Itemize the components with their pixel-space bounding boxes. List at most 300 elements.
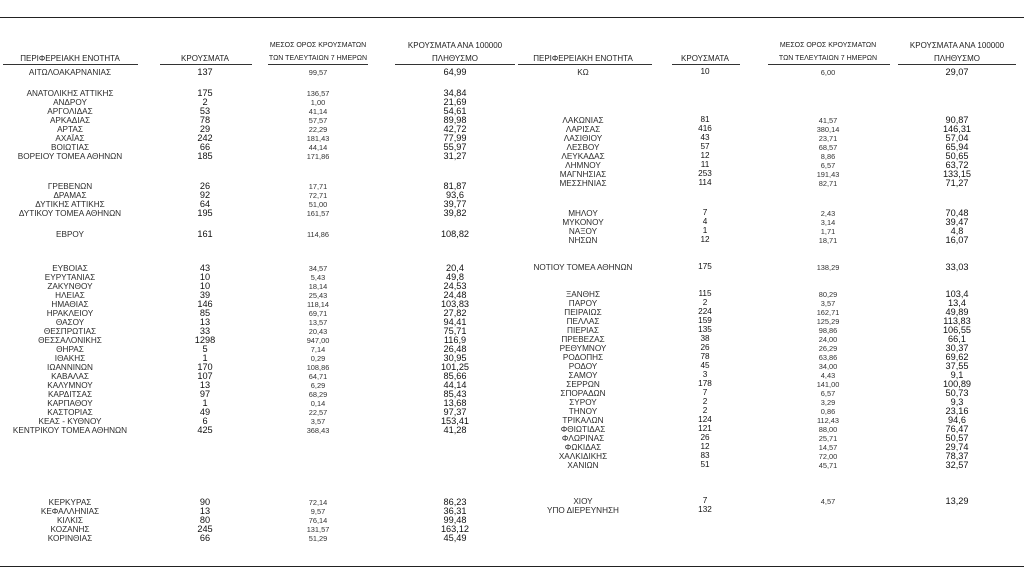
region-name: ΑΝΑΤΟΛΙΚΗΣ ΑΤΤΙΚΗΣ <box>26 88 114 98</box>
rate-per-100000: 94,41 <box>443 317 467 327</box>
region-name: ΧΑΛΚΙΔΙΚΗΣ <box>558 451 608 461</box>
region-name: ΘΕΣΣΑΛΟΝΙΚΗΣ <box>38 335 102 345</box>
rate-per-100000: 146,31 <box>942 124 972 134</box>
region-name: ΜΥΚΟΝΟΥ <box>562 217 604 227</box>
cases-value: 43 <box>700 133 710 142</box>
cases-value: 64 <box>199 199 211 209</box>
region-name: ΡΕΘΥΜΝΟΥ <box>559 343 607 353</box>
region-name: ΝΑΞΟΥ <box>568 226 598 236</box>
header-underline <box>768 64 890 65</box>
cases-value: 195 <box>197 208 213 218</box>
cases-value: 159 <box>698 316 712 325</box>
cases-value: 78 <box>700 352 710 361</box>
header-cases: ΚΡΟΥΣΜΑΤΑ <box>181 54 229 63</box>
seven-day-average: 380,14 <box>816 124 840 134</box>
rate-per-100000: 93,6 <box>446 190 464 200</box>
rate-per-100000: 133,15 <box>942 169 972 179</box>
region-name: ΚΑΛΥΜΝΟΥ <box>47 380 93 390</box>
rate-per-100000: 57,04 <box>945 133 969 143</box>
seven-day-average: 45,71 <box>818 460 838 470</box>
region-name: ΚΟΡΙΝΘΙΑΣ <box>47 533 93 543</box>
seven-day-average: 41,57 <box>818 115 838 125</box>
region-name: ΚΟΖΑΝΗΣ <box>50 524 90 534</box>
cases-value: 146 <box>197 299 213 309</box>
cases-value: 5 <box>202 344 208 354</box>
seven-day-average: 162,71 <box>816 307 840 317</box>
region-name: ΜΕΣΣΗΝΙΑΣ <box>559 178 607 188</box>
region-name: ΒΟΡΕΙΟΥ ΤΟΜΕΑ ΑΘΗΝΩΝ <box>17 151 123 161</box>
region-name: ΑΝΔΡΟΥ <box>53 97 87 107</box>
cases-value: 170 <box>197 362 213 372</box>
cases-value: 78 <box>199 115 211 125</box>
cases-value: 26 <box>199 181 211 191</box>
cases-value: 1 <box>702 226 708 235</box>
region-name: ΡΟΔΟΠΗΣ <box>562 352 604 362</box>
rate-per-100000: 39,47 <box>945 217 969 227</box>
region-name: ΛΑΚΩΝΙΑΣ <box>562 115 604 125</box>
seven-day-average: 171,86 <box>306 151 330 161</box>
rate-per-100000: 50,73 <box>945 388 969 398</box>
rate-per-100000: 37,55 <box>945 361 969 371</box>
region-name: ΑΧΑΪΑΣ <box>55 133 85 143</box>
region-name: ΛΕΥΚΑΔΑΣ <box>561 151 605 161</box>
seven-day-average: 51,29 <box>308 533 328 543</box>
seven-day-average: 18,71 <box>818 235 838 245</box>
seven-day-average: 4,57 <box>820 496 836 506</box>
region-name: ΠΙΕΡΙΑΣ <box>567 325 599 335</box>
cases-value: 13 <box>199 380 211 390</box>
rate-per-100000: 42,72 <box>443 124 467 134</box>
rate-per-100000: 36,31 <box>443 506 467 516</box>
seven-day-average: 8,86 <box>820 151 836 161</box>
header-underline <box>268 64 368 65</box>
cases-value: 33 <box>199 326 211 336</box>
rate-per-100000: 50,65 <box>945 151 969 161</box>
region-name: ΔΡΑΜΑΣ <box>53 190 87 200</box>
region-name: ΦΛΩΡΙΝΑΣ <box>561 433 605 443</box>
cases-value: 57 <box>700 142 710 151</box>
cases-value: 66 <box>199 533 211 543</box>
cases-value: 2 <box>702 406 708 415</box>
rate-per-100000: 50,57 <box>945 433 969 443</box>
region-name: ΙΩΑΝΝΙΝΩΝ <box>47 362 93 372</box>
rate-per-100000: 85,66 <box>443 371 467 381</box>
region-name: ΔΥΤΙΚΗΣ ΑΤΤΙΚΗΣ <box>35 199 105 209</box>
seven-day-average: 5,43 <box>310 272 326 282</box>
rate-per-100000: 34,84 <box>443 88 467 98</box>
bottom-rule <box>0 566 1024 567</box>
region-name: ΑΙΤΩΛΟΑΚΑΡΝΑΝΙΑΣ <box>28 67 112 77</box>
seven-day-average: 3,14 <box>820 217 836 227</box>
cases-value: 43 <box>199 263 211 273</box>
cases-value: 178 <box>698 379 712 388</box>
cases-value: 51 <box>700 460 710 469</box>
region-name: ΣΑΜΟΥ <box>568 370 598 380</box>
cases-value: 13 <box>199 506 211 516</box>
region-name: ΒΟΙΩΤΙΑΣ <box>50 142 90 152</box>
region-name: ΚΕΡΚΥΡΑΣ <box>48 497 92 507</box>
seven-day-average: 23,71 <box>818 133 838 143</box>
cases-value: 12 <box>700 151 710 160</box>
rate-per-100000: 163,12 <box>440 524 470 534</box>
rate-per-100000: 65,94 <box>945 142 969 152</box>
rate-per-100000: 64,99 <box>443 67 467 77</box>
seven-day-average: 76,14 <box>308 515 328 525</box>
region-name: ΜΗΛΟΥ <box>568 208 598 218</box>
seven-day-average: 17,71 <box>308 181 328 191</box>
header-rate-line2: ΠΛΗΘΥΣΜΟ <box>431 54 479 63</box>
seven-day-average: 88,00 <box>818 424 838 434</box>
seven-day-average: 72,71 <box>308 190 328 200</box>
cases-value: 49 <box>199 407 211 417</box>
rate-per-100000: 49,89 <box>945 307 969 317</box>
cases-value: 224 <box>698 307 712 316</box>
region-name: ΣΕΡΡΩΝ <box>566 379 600 389</box>
seven-day-average: 68,57 <box>818 142 838 152</box>
header-avg-line1: ΜΕΣΟΣ ΟΡΟΣ ΚΡΟΥΣΜΑΤΩΝ <box>269 42 367 49</box>
cases-value: 416 <box>698 124 712 133</box>
header-underline <box>518 64 652 65</box>
seven-day-average: 4,43 <box>820 370 836 380</box>
cases-value: 29 <box>199 124 211 134</box>
cases-value: 7 <box>702 496 708 505</box>
region-name: ΚΙΛΚΙΣ <box>56 515 84 525</box>
seven-day-average: 1,00 <box>310 97 326 107</box>
region-name: ΑΡΚΑΔΙΑΣ <box>49 115 91 125</box>
rate-per-100000: 71,27 <box>945 178 969 188</box>
rate-per-100000: 4,8 <box>950 226 964 236</box>
region-name: ΞΑΝΘΗΣ <box>565 289 601 299</box>
cases-value: 26 <box>700 433 710 442</box>
cases-value: 185 <box>197 151 213 161</box>
cases-value: 1298 <box>194 335 216 345</box>
cases-value: 253 <box>698 169 712 178</box>
seven-day-average: 25,71 <box>818 433 838 443</box>
header-rate-line1: ΚΡΟΥΣΜΑΤΑ ΑΝΑ 100000 <box>909 41 1005 50</box>
cases-value: 4 <box>702 217 708 226</box>
seven-day-average: 44,14 <box>308 142 328 152</box>
region-name: ΖΑΚΥΝΘΟΥ <box>47 281 93 291</box>
seven-day-average: 161,57 <box>306 208 330 218</box>
region-name: ΠΡΕΒΕΖΑΣ <box>561 334 605 344</box>
region-name: ΥΠΟ ΔΙΕΡΕΥΝΗΣΗ <box>547 505 619 515</box>
seven-day-average: 125,29 <box>816 316 840 326</box>
cases-value: 7 <box>702 388 708 397</box>
seven-day-average: 34,00 <box>818 361 838 371</box>
region-name: ΤΡΙΚΑΛΩΝ <box>562 415 604 425</box>
seven-day-average: 108,86 <box>306 362 330 372</box>
rate-per-100000: 29,74 <box>945 442 969 452</box>
rate-per-100000: 24,48 <box>443 290 467 300</box>
seven-day-average: 99,57 <box>308 67 328 77</box>
seven-day-average: 0,86 <box>820 406 836 416</box>
seven-day-average: 57,57 <box>308 115 328 125</box>
header-region: ΠΕΡΙΦΕΡΕΙΑΚΗ ΕΝΟΤΗΤΑ <box>20 54 120 63</box>
rate-per-100000: 153,41 <box>440 416 470 426</box>
rate-per-100000: 101,25 <box>440 362 470 372</box>
region-name: ΚΑΒΑΛΑΣ <box>51 371 89 381</box>
cases-value: 161 <box>197 229 213 239</box>
seven-day-average: 2,43 <box>820 208 836 218</box>
cases-value: 1 <box>202 353 208 363</box>
seven-day-average: 80,29 <box>818 289 838 299</box>
region-name: ΣΥΡΟΥ <box>569 397 597 407</box>
cases-value: 132 <box>698 505 712 514</box>
rate-per-100000: 20,4 <box>446 263 464 273</box>
region-name: ΑΡΤΑΣ <box>57 124 83 134</box>
rate-per-100000: 70,48 <box>945 208 969 218</box>
seven-day-average: 141,00 <box>816 379 840 389</box>
header-underline <box>3 64 138 65</box>
region-name: ΚΩ <box>577 67 589 77</box>
cases-value: 97 <box>199 389 211 399</box>
cases-value: 3 <box>702 370 708 379</box>
cases-value: 11 <box>700 160 710 169</box>
cases-value: 85 <box>199 308 211 318</box>
top-rule <box>0 17 1024 18</box>
region-name: ΛΗΜΝΟΥ <box>565 160 601 170</box>
header-avg-line1: ΜΕΣΟΣ ΟΡΟΣ ΚΡΟΥΣΜΑΤΩΝ <box>779 42 877 49</box>
cases-value: 242 <box>197 133 213 143</box>
region-name: ΘΗΡΑΣ <box>56 344 84 354</box>
seven-day-average: 69,71 <box>308 308 328 318</box>
region-name: ΗΜΑΘΙΑΣ <box>51 299 89 309</box>
seven-day-average: 24,00 <box>818 334 838 344</box>
seven-day-average: 6,29 <box>310 380 326 390</box>
rate-per-100000: 89,98 <box>443 115 467 125</box>
region-name: ΚΑΡΔΙΤΣΑΣ <box>47 389 93 399</box>
cases-value: 2 <box>702 397 708 406</box>
region-name: ΦΩΚΙΔΑΣ <box>564 442 602 452</box>
rate-per-100000: 49,8 <box>446 272 464 282</box>
seven-day-average: 14,57 <box>818 442 838 452</box>
rate-per-100000: 76,47 <box>945 424 969 434</box>
header-avg-line2: ΤΩΝ ΤΕΛΕΥΤΑΙΩΝ 7 ΗΜΕΡΩΝ <box>268 55 368 62</box>
rate-per-100000: 39,82 <box>443 208 467 218</box>
rate-per-100000: 55,97 <box>443 142 467 152</box>
region-name: ΙΘΑΚΗΣ <box>54 353 86 363</box>
seven-day-average: 0,14 <box>310 398 326 408</box>
seven-day-average: 118,14 <box>306 299 330 309</box>
rate-per-100000: 86,23 <box>443 497 467 507</box>
seven-day-average: 72,00 <box>818 451 838 461</box>
header-avg-line2: ΤΩΝ ΤΕΛΕΥΤΑΙΩΝ 7 ΗΜΕΡΩΝ <box>778 55 878 62</box>
region-name: ΔΥΤΙΚΟΥ ΤΟΜΕΑ ΑΘΗΝΩΝ <box>18 208 122 218</box>
rate-per-100000: 13,68 <box>443 398 467 408</box>
seven-day-average: 72,14 <box>308 497 328 507</box>
region-name: ΝΗΣΩΝ <box>568 235 598 245</box>
cases-value: 124 <box>698 415 712 424</box>
seven-day-average: 947,00 <box>306 335 330 345</box>
rate-per-100000: 85,43 <box>443 389 467 399</box>
cases-value: 92 <box>199 190 211 200</box>
seven-day-average: 112,43 <box>816 415 840 425</box>
rate-per-100000: 63,72 <box>945 160 969 170</box>
rate-per-100000: 27,82 <box>443 308 467 318</box>
region-name: ΘΑΣΟΥ <box>55 317 85 327</box>
rate-per-100000: 66,1 <box>948 334 966 344</box>
rate-per-100000: 13,29 <box>945 496 969 506</box>
seven-day-average: 20,43 <box>308 326 328 336</box>
region-name: ΚΑΡΠΑΘΟΥ <box>47 398 93 408</box>
seven-day-average: 6,57 <box>820 388 836 398</box>
seven-day-average: 13,57 <box>308 317 328 327</box>
cases-value: 115 <box>698 289 712 298</box>
cases-value: 10 <box>199 281 211 291</box>
header-underline <box>395 64 515 65</box>
cases-value: 90 <box>199 497 211 507</box>
region-name: ΕΒΡΟΥ <box>56 229 84 239</box>
region-name: ΣΠΟΡΑΔΩΝ <box>560 388 606 398</box>
seven-day-average: 22,57 <box>308 407 328 417</box>
region-name: ΑΡΓΟΛΙΔΑΣ <box>47 106 93 116</box>
cases-value: 13 <box>199 317 211 327</box>
rate-per-100000: 54,61 <box>443 106 467 116</box>
seven-day-average: 3,29 <box>820 397 836 407</box>
rate-per-100000: 26,48 <box>443 344 467 354</box>
region-name: ΠΑΡΟΥ <box>568 298 598 308</box>
cases-value: 80 <box>199 515 211 525</box>
cases-value: 425 <box>197 425 213 435</box>
rate-per-100000: 45,49 <box>443 533 467 543</box>
region-name: ΚΕΝΤΡΙΚΟΥ ΤΟΜΕΑ ΑΘΗΝΩΝ <box>12 425 128 435</box>
rate-per-100000: 69,62 <box>945 352 969 362</box>
rate-per-100000: 103,4 <box>945 289 969 299</box>
seven-day-average: 0,29 <box>310 353 326 363</box>
rate-per-100000: 30,95 <box>443 353 467 363</box>
header-cases: ΚΡΟΥΣΜΑΤΑ <box>681 54 729 63</box>
cases-value: 2 <box>702 298 708 307</box>
region-name: ΜΑΓΝΗΣΙΑΣ <box>559 169 607 179</box>
region-name: ΚΕΑΣ - ΚΥΘΝΟΥ <box>38 416 102 426</box>
header-rate-line1: ΚΡΟΥΣΜΑΤΑ ΑΝΑ 100000 <box>407 41 503 50</box>
cases-value: 1 <box>202 398 208 408</box>
seven-day-average: 34,57 <box>308 263 328 273</box>
region-name: ΛΑΣΙΘΙΟΥ <box>563 133 603 143</box>
rate-per-100000: 78,37 <box>945 451 969 461</box>
rate-per-100000: 100,89 <box>942 379 972 389</box>
header-region: ΠΕΡΙΦΕΡΕΙΑΚΗ ΕΝΟΤΗΤΑ <box>533 54 633 63</box>
region-name: ΤΗΝΟΥ <box>568 406 598 416</box>
cases-value: 135 <box>698 325 712 334</box>
region-name: ΗΛΕΙΑΣ <box>55 290 85 300</box>
seven-day-average: 25,43 <box>308 290 328 300</box>
seven-day-average: 191,43 <box>816 169 840 179</box>
seven-day-average: 9,57 <box>310 506 326 516</box>
region-name: ΡΟΔΟΥ <box>568 361 598 371</box>
rate-per-100000: 32,57 <box>945 460 969 470</box>
cases-value: 2 <box>202 97 208 107</box>
seven-day-average: 3,57 <box>310 416 326 426</box>
rate-per-100000: 99,48 <box>443 515 467 525</box>
seven-day-average: 6,00 <box>820 67 836 77</box>
cases-value: 121 <box>698 424 712 433</box>
rate-per-100000: 21,69 <box>443 97 467 107</box>
region-name: ΓΡΕΒΕΝΩΝ <box>47 181 93 191</box>
seven-day-average: 68,29 <box>308 389 328 399</box>
cases-value: 10 <box>199 272 211 282</box>
rate-per-100000: 30,37 <box>945 343 969 353</box>
cases-value: 245 <box>197 524 213 534</box>
cases-value: 38 <box>700 334 710 343</box>
region-name: ΠΕΛΛΑΣ <box>566 316 600 326</box>
seven-day-average: 368,43 <box>306 425 330 435</box>
header-underline <box>898 64 1016 65</box>
rate-per-100000: 103,83 <box>440 299 470 309</box>
cases-value: 45 <box>700 361 710 370</box>
rate-per-100000: 113,83 <box>943 316 971 326</box>
region-name: ΚΑΣΤΟΡΙΑΣ <box>47 407 93 417</box>
rate-per-100000: 94,6 <box>948 415 966 425</box>
rate-per-100000: 97,37 <box>443 407 467 417</box>
seven-day-average: 63,86 <box>818 352 838 362</box>
seven-day-average: 98,86 <box>818 325 838 335</box>
seven-day-average: 138,29 <box>816 262 840 272</box>
seven-day-average: 64,71 <box>308 371 328 381</box>
cases-value: 26 <box>700 343 710 352</box>
seven-day-average: 6,57 <box>820 160 836 170</box>
seven-day-average: 136,57 <box>306 88 330 98</box>
seven-day-average: 7,14 <box>310 344 326 354</box>
cases-value: 83 <box>700 451 710 460</box>
rate-per-100000: 116,9 <box>443 335 467 345</box>
rate-per-100000: 23,16 <box>945 406 969 416</box>
seven-day-average: 1,71 <box>820 226 836 236</box>
seven-day-average: 51,00 <box>308 199 328 209</box>
rate-per-100000: 108,82 <box>440 229 470 239</box>
rate-per-100000: 13,4 <box>948 298 966 308</box>
cases-value: 12 <box>700 235 710 244</box>
cases-value: 175 <box>197 88 213 98</box>
rate-per-100000: 44,14 <box>443 380 467 390</box>
seven-day-average: 41,14 <box>308 106 328 116</box>
cases-value: 66 <box>199 142 211 152</box>
region-name: ΕΥΡΥΤΑΝΙΑΣ <box>44 272 96 282</box>
rate-per-100000: 9,3 <box>950 397 964 407</box>
seven-day-average: 131,57 <box>306 524 330 534</box>
seven-day-average: 3,57 <box>820 298 836 308</box>
region-name: ΠΕΙΡΑΙΩΣ <box>564 307 602 317</box>
rate-per-100000: 33,03 <box>945 262 969 272</box>
region-name: ΚΕΦΑΛΛΗΝΙΑΣ <box>40 506 100 516</box>
seven-day-average: 26,29 <box>818 343 838 353</box>
cases-value: 137 <box>197 67 213 77</box>
cases-value: 39 <box>199 290 211 300</box>
cases-value: 53 <box>199 106 211 116</box>
cases-value: 175 <box>698 262 712 271</box>
seven-day-average: 181,43 <box>306 133 330 143</box>
cases-value: 10 <box>700 67 710 76</box>
region-name: ΛΑΡΙΣΑΣ <box>565 124 601 134</box>
cases-value: 6 <box>202 416 208 426</box>
seven-day-average: 114,86 <box>306 229 330 239</box>
header-rate-line2: ΠΛΗΘΥΣΜΟ <box>933 54 981 63</box>
rate-per-100000: 41,28 <box>443 425 467 435</box>
region-name: ΧΑΝΙΩΝ <box>567 460 599 470</box>
cases-value: 107 <box>197 371 213 381</box>
region-name: ΕΥΒΟΙΑΣ <box>52 263 88 273</box>
seven-day-average: 18,14 <box>308 281 328 291</box>
region-name: ΘΕΣΠΡΩΤΙΑΣ <box>43 326 97 336</box>
header-underline <box>160 64 252 65</box>
rate-per-100000: 16,07 <box>945 235 969 245</box>
rate-per-100000: 81,87 <box>443 181 467 191</box>
header-underline <box>672 64 740 65</box>
cases-value: 114 <box>698 178 712 187</box>
rate-per-100000: 39,77 <box>443 199 467 209</box>
rate-per-100000: 75,71 <box>443 326 467 336</box>
rate-per-100000: 29,07 <box>945 67 969 77</box>
